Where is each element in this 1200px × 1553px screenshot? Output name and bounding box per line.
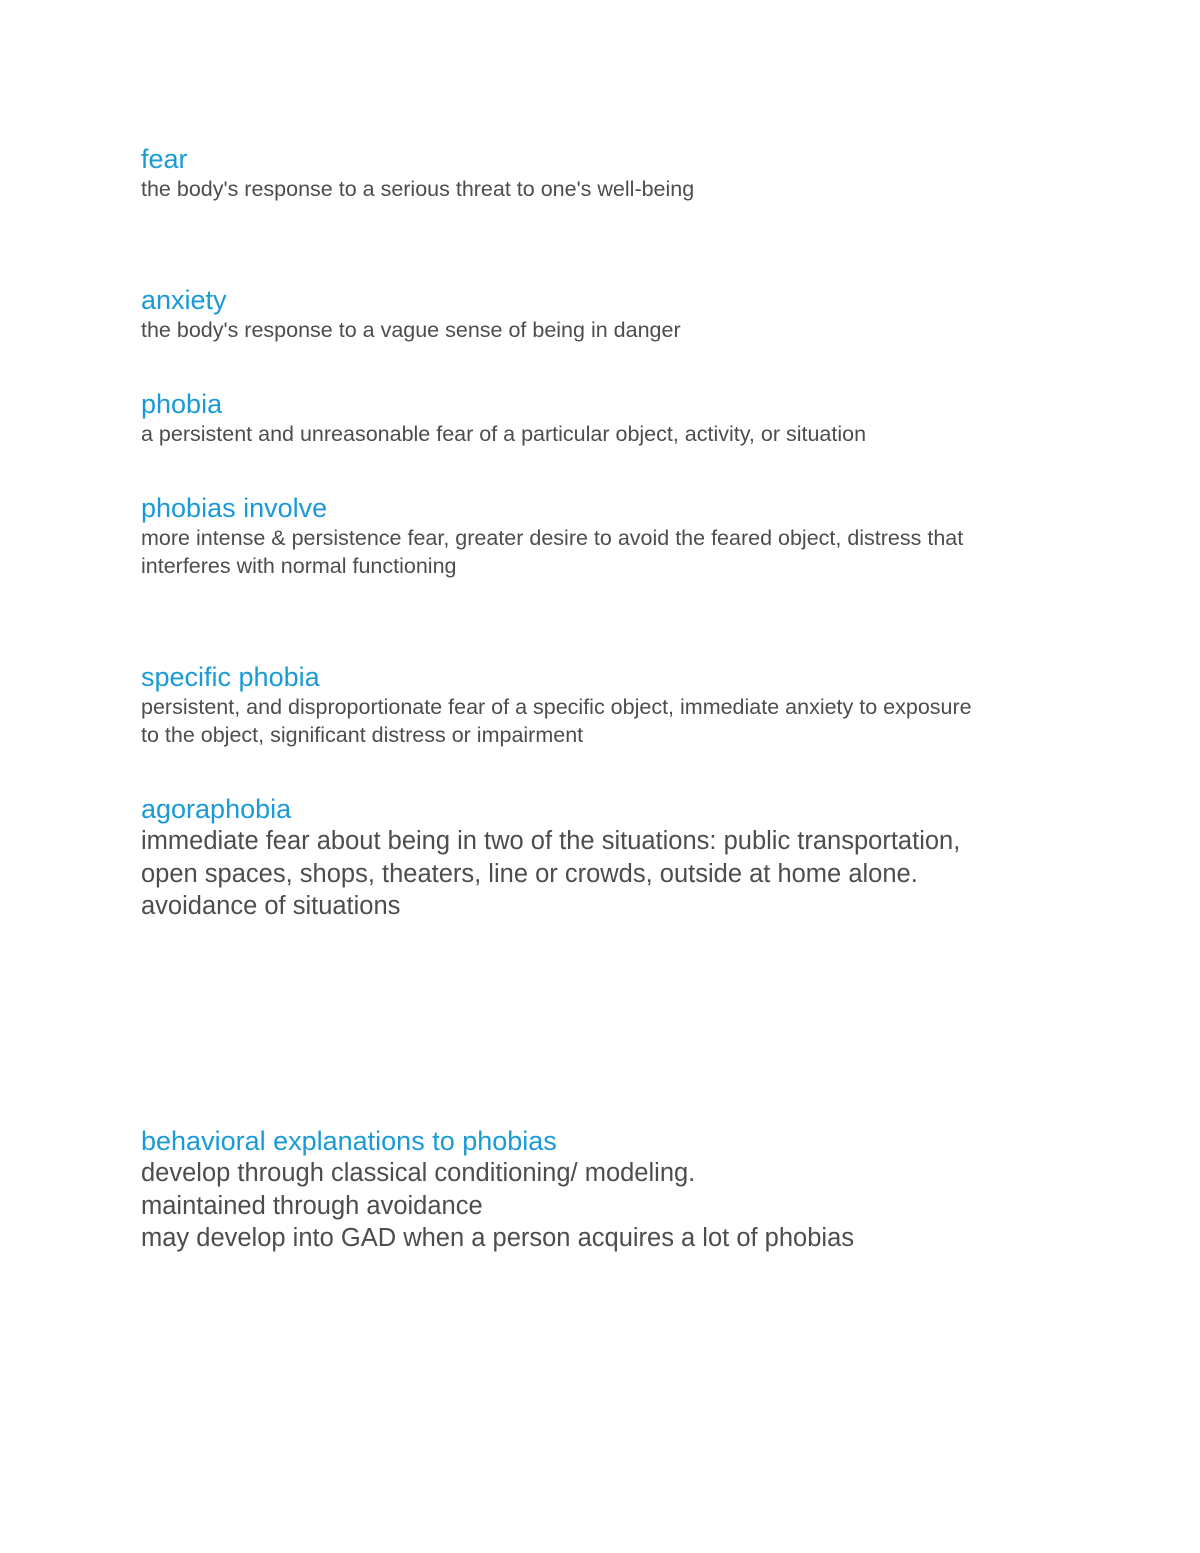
definition-line: the body's response to a vague sense of being in danger — [141, 318, 681, 342]
term-heading: anxiety — [141, 285, 227, 315]
term-definition — [141, 693, 1061, 749]
term-definition — [141, 1157, 1061, 1255]
entry-anxiety — [141, 284, 1061, 344]
term-heading: specific phobia — [141, 662, 320, 692]
entry-phobias-involve — [141, 492, 1061, 580]
term-heading: phobias involve — [141, 493, 328, 523]
entry-fear — [141, 143, 1061, 203]
definition-line: avoidance of situations — [141, 892, 401, 920]
term-definition — [141, 316, 1061, 344]
definition-line: more intense & persistence fear, greater desire to avoid the feared object, distress that — [141, 526, 964, 550]
term-heading: fear — [141, 144, 188, 174]
definition-line: open spaces, shops, theaters, line or crowds, outside at home alone. — [141, 859, 918, 888]
definition-line: the body's response to a serious threat to one's well-being — [141, 177, 695, 201]
entry-phobia — [141, 388, 1061, 448]
definition-line: to the object, significant distress or impairment — [141, 723, 584, 747]
definition-line: may develop into GAD when a person acquires a lot of phobias — [141, 1224, 855, 1252]
term-definition — [141, 524, 1061, 580]
term-definition — [141, 175, 1061, 203]
definition-line: persistent, and disproportionate fear of a specific object, immediate anxiety to exposure — [141, 695, 972, 719]
term-heading: agoraphobia — [141, 794, 292, 824]
term-definition — [141, 825, 1061, 923]
entry-agoraphobia — [141, 793, 1061, 923]
definition-line: a persistent and unreasonable fear of a particular object, activity, or situation — [141, 422, 867, 446]
definition-line: immediate fear about being in two of the situations: public transportation, — [141, 827, 961, 855]
term-definition — [141, 420, 1061, 448]
definition-line: maintained through avoidance — [141, 1191, 483, 1220]
entry-behavioral-explanations — [141, 1125, 1061, 1255]
term-heading: phobia — [141, 389, 223, 419]
definition-line: interferes with normal functioning — [141, 554, 457, 578]
definition-line: develop through classical conditioning/ modeling. — [141, 1159, 696, 1187]
entry-specific-phobia — [141, 661, 1061, 749]
term-heading: behavioral explanations to phobias — [141, 1126, 557, 1156]
